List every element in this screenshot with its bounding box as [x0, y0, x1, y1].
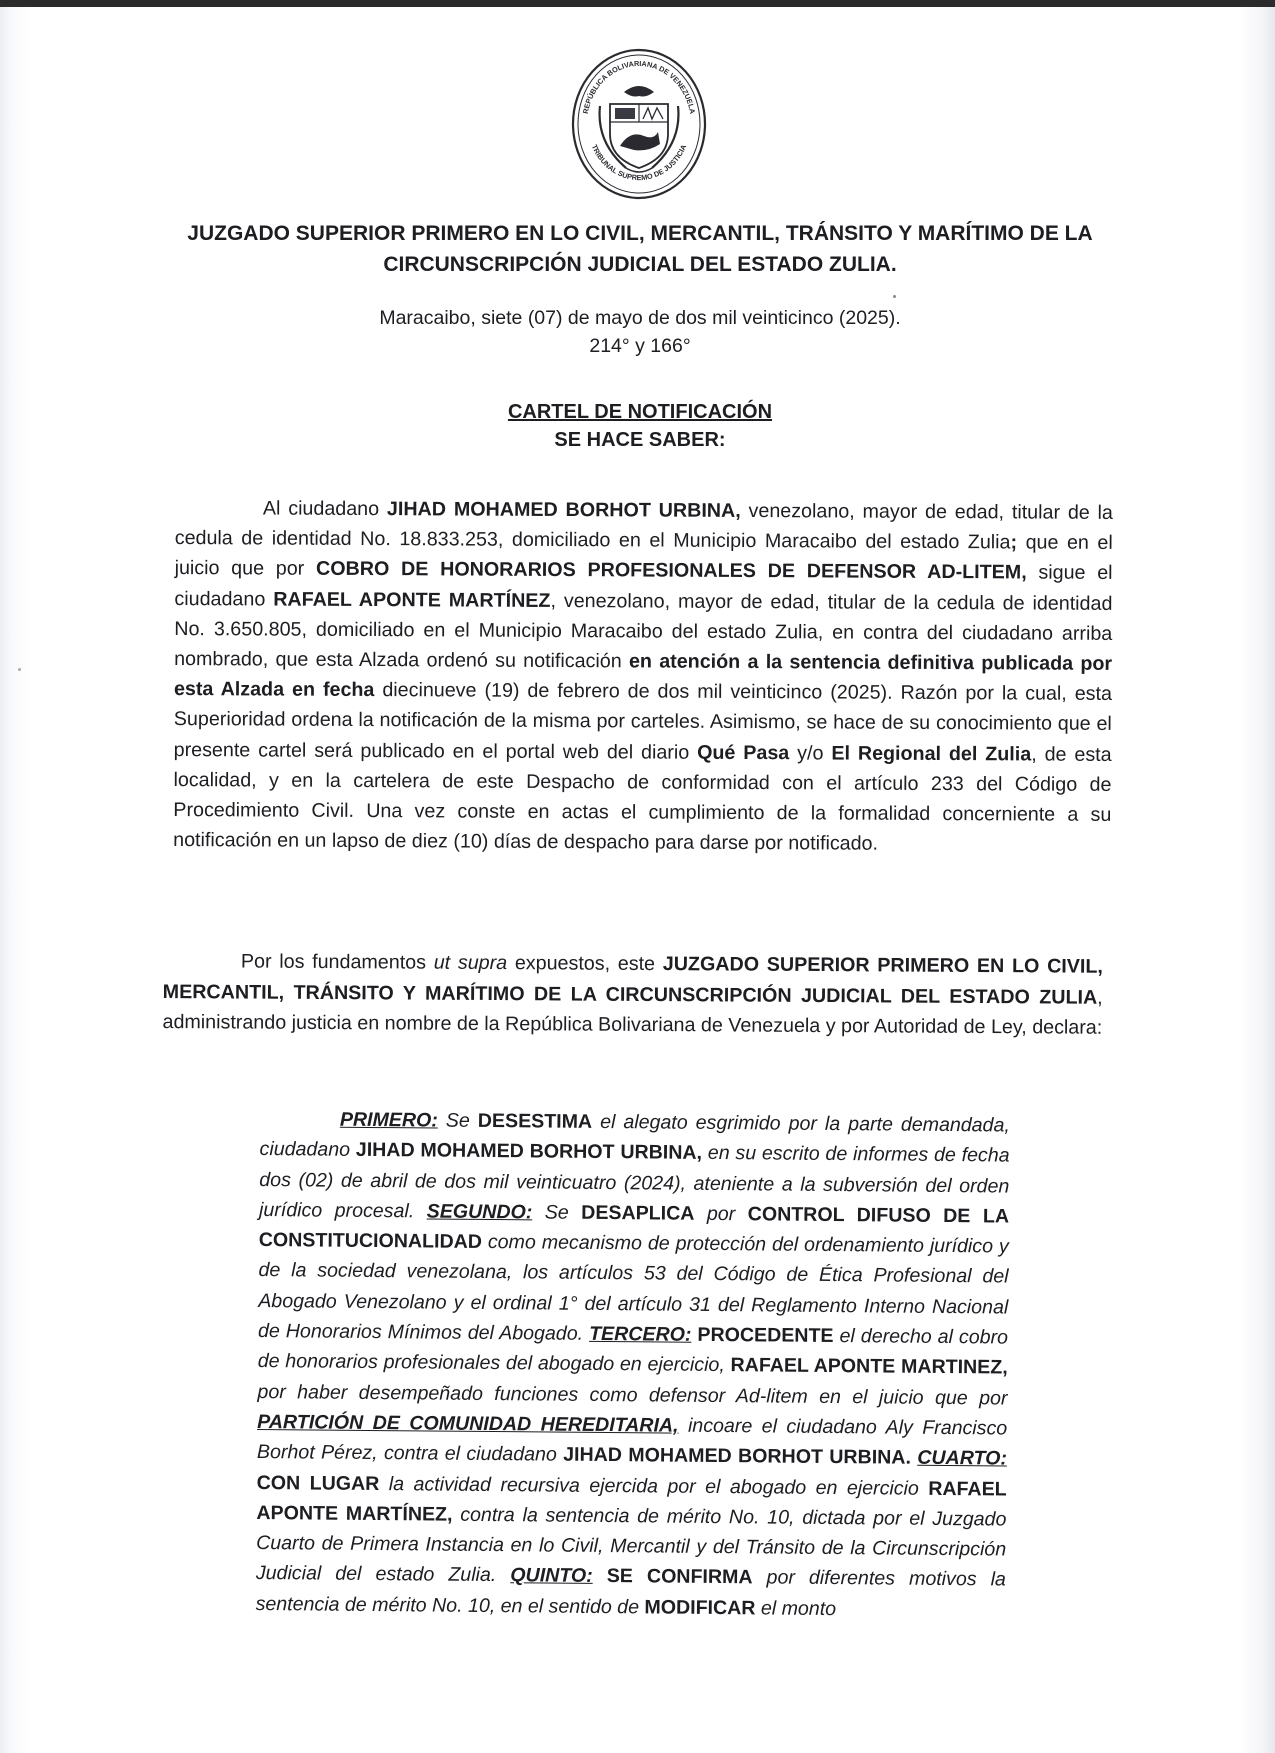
text-run: PROCEDENTE [697, 1323, 834, 1348]
text-run: Se [532, 1201, 582, 1224]
years-line: 214° y 166° [589, 335, 691, 357]
text-run: por [694, 1202, 748, 1226]
text-run: Por los fundamentos [240, 950, 434, 974]
text-run: DESAPLICA [581, 1201, 695, 1225]
text-run: , de esta localidad, y en la cartelera de este Despacho de conformidad con el artículo 233 del Código de Procedimiento Civil. Una vez conste en actas el cumplimiento de la formalidad concerniente a su notificación en un lapso de diez (10) días de despacho para darse por notificado. [173, 743, 1112, 855]
scan-speck [18, 668, 21, 671]
text-run: DESESTIMA [477, 1109, 593, 1133]
text-run: el monto [755, 1597, 837, 1620]
text-run: la actividad recursiva ejercida por el abogado en ejercicio [379, 1472, 929, 1500]
ruling-paragraph [256, 1104, 1010, 1626]
text-run: venezolano, mayor de edad, titular de la cedula de identidad No. 18.833.253, domiciliado en el Municipio Maracaibo del estado Zulia [174, 499, 1113, 554]
notice-title: CARTEL DE NOTIFICACIÓN [507, 401, 773, 423]
text-run: en su escrito de informes de fecha dos (02) de abril de dos mil veinticuatro (2024), ateniente a la subversión del orden jurídico procesal. [258, 1142, 1010, 1223]
newspaper-name: Qué Pasa [697, 741, 790, 764]
ruling-heading: QUINTO: [510, 1564, 593, 1588]
text-run: ; [1010, 531, 1018, 554]
text-run: SE CONFIRMA [606, 1565, 753, 1589]
defendant-name: JIHAD MOHAMED BORHOT URBINA. [563, 1443, 912, 1469]
grounds-paragraph [162, 946, 1103, 1043]
text-run: Al ciudadano [262, 497, 388, 521]
notice-heading [300, 398, 980, 454]
text-run: Se [437, 1109, 478, 1132]
text-run: PARTICIÓN DE COMUNIDAD HEREDITARIA, [257, 1410, 679, 1437]
text-run: incoare el ciudadano Aly Francisco Borhot Pérez, contra el ciudadano [256, 1414, 1008, 1466]
text-run: y/o [789, 741, 832, 765]
text-run: como mecanismo de protección del ordenamiento jurídico y de la sociedad venezolana, los artículos 53 del Código de Ética Profesional del Abogado Venezolano y el ordinal 1° del artículo 31 del Reglamento Interno Nacional de Honorarios Mínimos del Abogado. [257, 1231, 1009, 1345]
text-run: el alegato esgrimido por la parte demandada, ciudadano [259, 1110, 1010, 1162]
text-run: , venezolano, mayor de edad, titular de la cedula de identidad No. 3.650.805, domiciliado en el Municipio Maracaibo del estado Zulia, en contra del ciudadano arriba nombrado, que esta Alzada ordenó su notificación [174, 589, 1113, 673]
scan-top-edge [0, 0, 1275, 7]
text-run: en atención a la sentencia definitiva publicada por esta Alzada en fecha [173, 650, 1113, 702]
plaintiff-name: RAFAEL APONTE MARTÍNEZ [273, 588, 551, 612]
text-run: que en el juicio que por [174, 531, 1113, 581]
defendant-name: JIHAD MOHAMED BORHOT URBINA, [355, 1139, 703, 1165]
tsj-seal-emblem [570, 46, 708, 202]
text-run: expuestos, este [507, 952, 663, 976]
text-run: CON LUGAR [256, 1471, 380, 1495]
ruling-heading: SEGUNDO: [426, 1200, 533, 1224]
court-heading-line1: JUZGADO SUPERIOR PRIMERO EN LO CIVIL, MERCANTIL, TRÁNSITO Y MARÍTIMO DE LA [187, 222, 1093, 245]
plaintiff-name: RAFAEL APONTE MARTINEZ, [730, 1354, 1008, 1379]
defendant-name: JIHAD MOHAMED BORHOT URBINA, [386, 498, 741, 522]
text-run: contra la sentencia de mérito No. 10, dictada por el Juzgado Cuarto de Primera Instancia en lo Civil, Mercantil y del Tránsito de la Circunscripción Judicial del estado Zulia. [255, 1503, 1007, 1587]
text-run: el derecho al cobro de honorarios profesionales del abogado en ejercicio, [257, 1325, 1009, 1377]
text-run: MODIFICAR [644, 1596, 756, 1620]
date-block [200, 304, 1080, 360]
text-run [593, 1565, 607, 1587]
text-run: CONTROL DIFUSO DE LA CONSTITUCIONALIDAD [258, 1203, 1010, 1254]
newspaper-name: El Regional del Zulia [831, 742, 1032, 766]
ruling-heading: CUARTO: [917, 1447, 1008, 1470]
scan-speck [893, 295, 896, 298]
notification-paragraph [173, 493, 1113, 860]
text-run: por haber desempeñado funciones como defensor Ad-litem en el juicio que por [257, 1380, 1008, 1410]
ruling-heading: PRIMERO: [339, 1108, 438, 1132]
court-name: JUZGADO SUPERIOR PRIMERO EN LO CIVIL, MERCANTIL, TRÁNSITO Y MARÍTIMO DE LA CIRCUNSCRIPCIÓN JUDICIAL DEL ESTADO ZULIA [162, 953, 1103, 1009]
text-run: , administrando justicia en nombre de la República Bolivariana de Venezuela y por Autoridad de Ley, declara: [162, 986, 1103, 1039]
seal-bottom-text: TRIBUNAL SUPREMO DE JUSTICIA [589, 143, 689, 183]
court-heading [160, 218, 1120, 280]
plaintiff-name: RAFAEL APONTE MARTÍNEZ, [256, 1477, 1007, 1526]
text-run: diecinueve (19) de febrero de dos mil veinticinco (2025). Razón por la cual, esta Superioridad ordena la notificación de la misma por carteles. Asimismo, se hace de su conocimiento que el presente cartel será publicado en el portal web del diario [173, 679, 1113, 764]
date-line: Maracaibo, siete (07) de mayo de dos mil veinticinco (2025). [379, 307, 901, 329]
text-run: sigue el ciudadano [174, 561, 1113, 611]
ruling-heading: TERCERO: [589, 1322, 692, 1346]
seal-top-text: REPÚBLICA BOLIVARIANA DE VENEZUELA [580, 58, 698, 115]
notice-subtitle: SE HACE SABER: [554, 429, 726, 451]
text-run: por diferentes motivos la sentencia de mérito No. 10, en el sentido de [255, 1566, 1006, 1619]
court-heading-line2: CIRCUNSCRIPCIÓN JUDICIAL DEL ESTADO ZULIA. [383, 253, 897, 276]
case-type: COBRO DE HONORARIOS PROFESIONALES DE DEFENSOR AD-LITEM, [315, 558, 1027, 584]
text-run: ut supra [433, 951, 508, 975]
